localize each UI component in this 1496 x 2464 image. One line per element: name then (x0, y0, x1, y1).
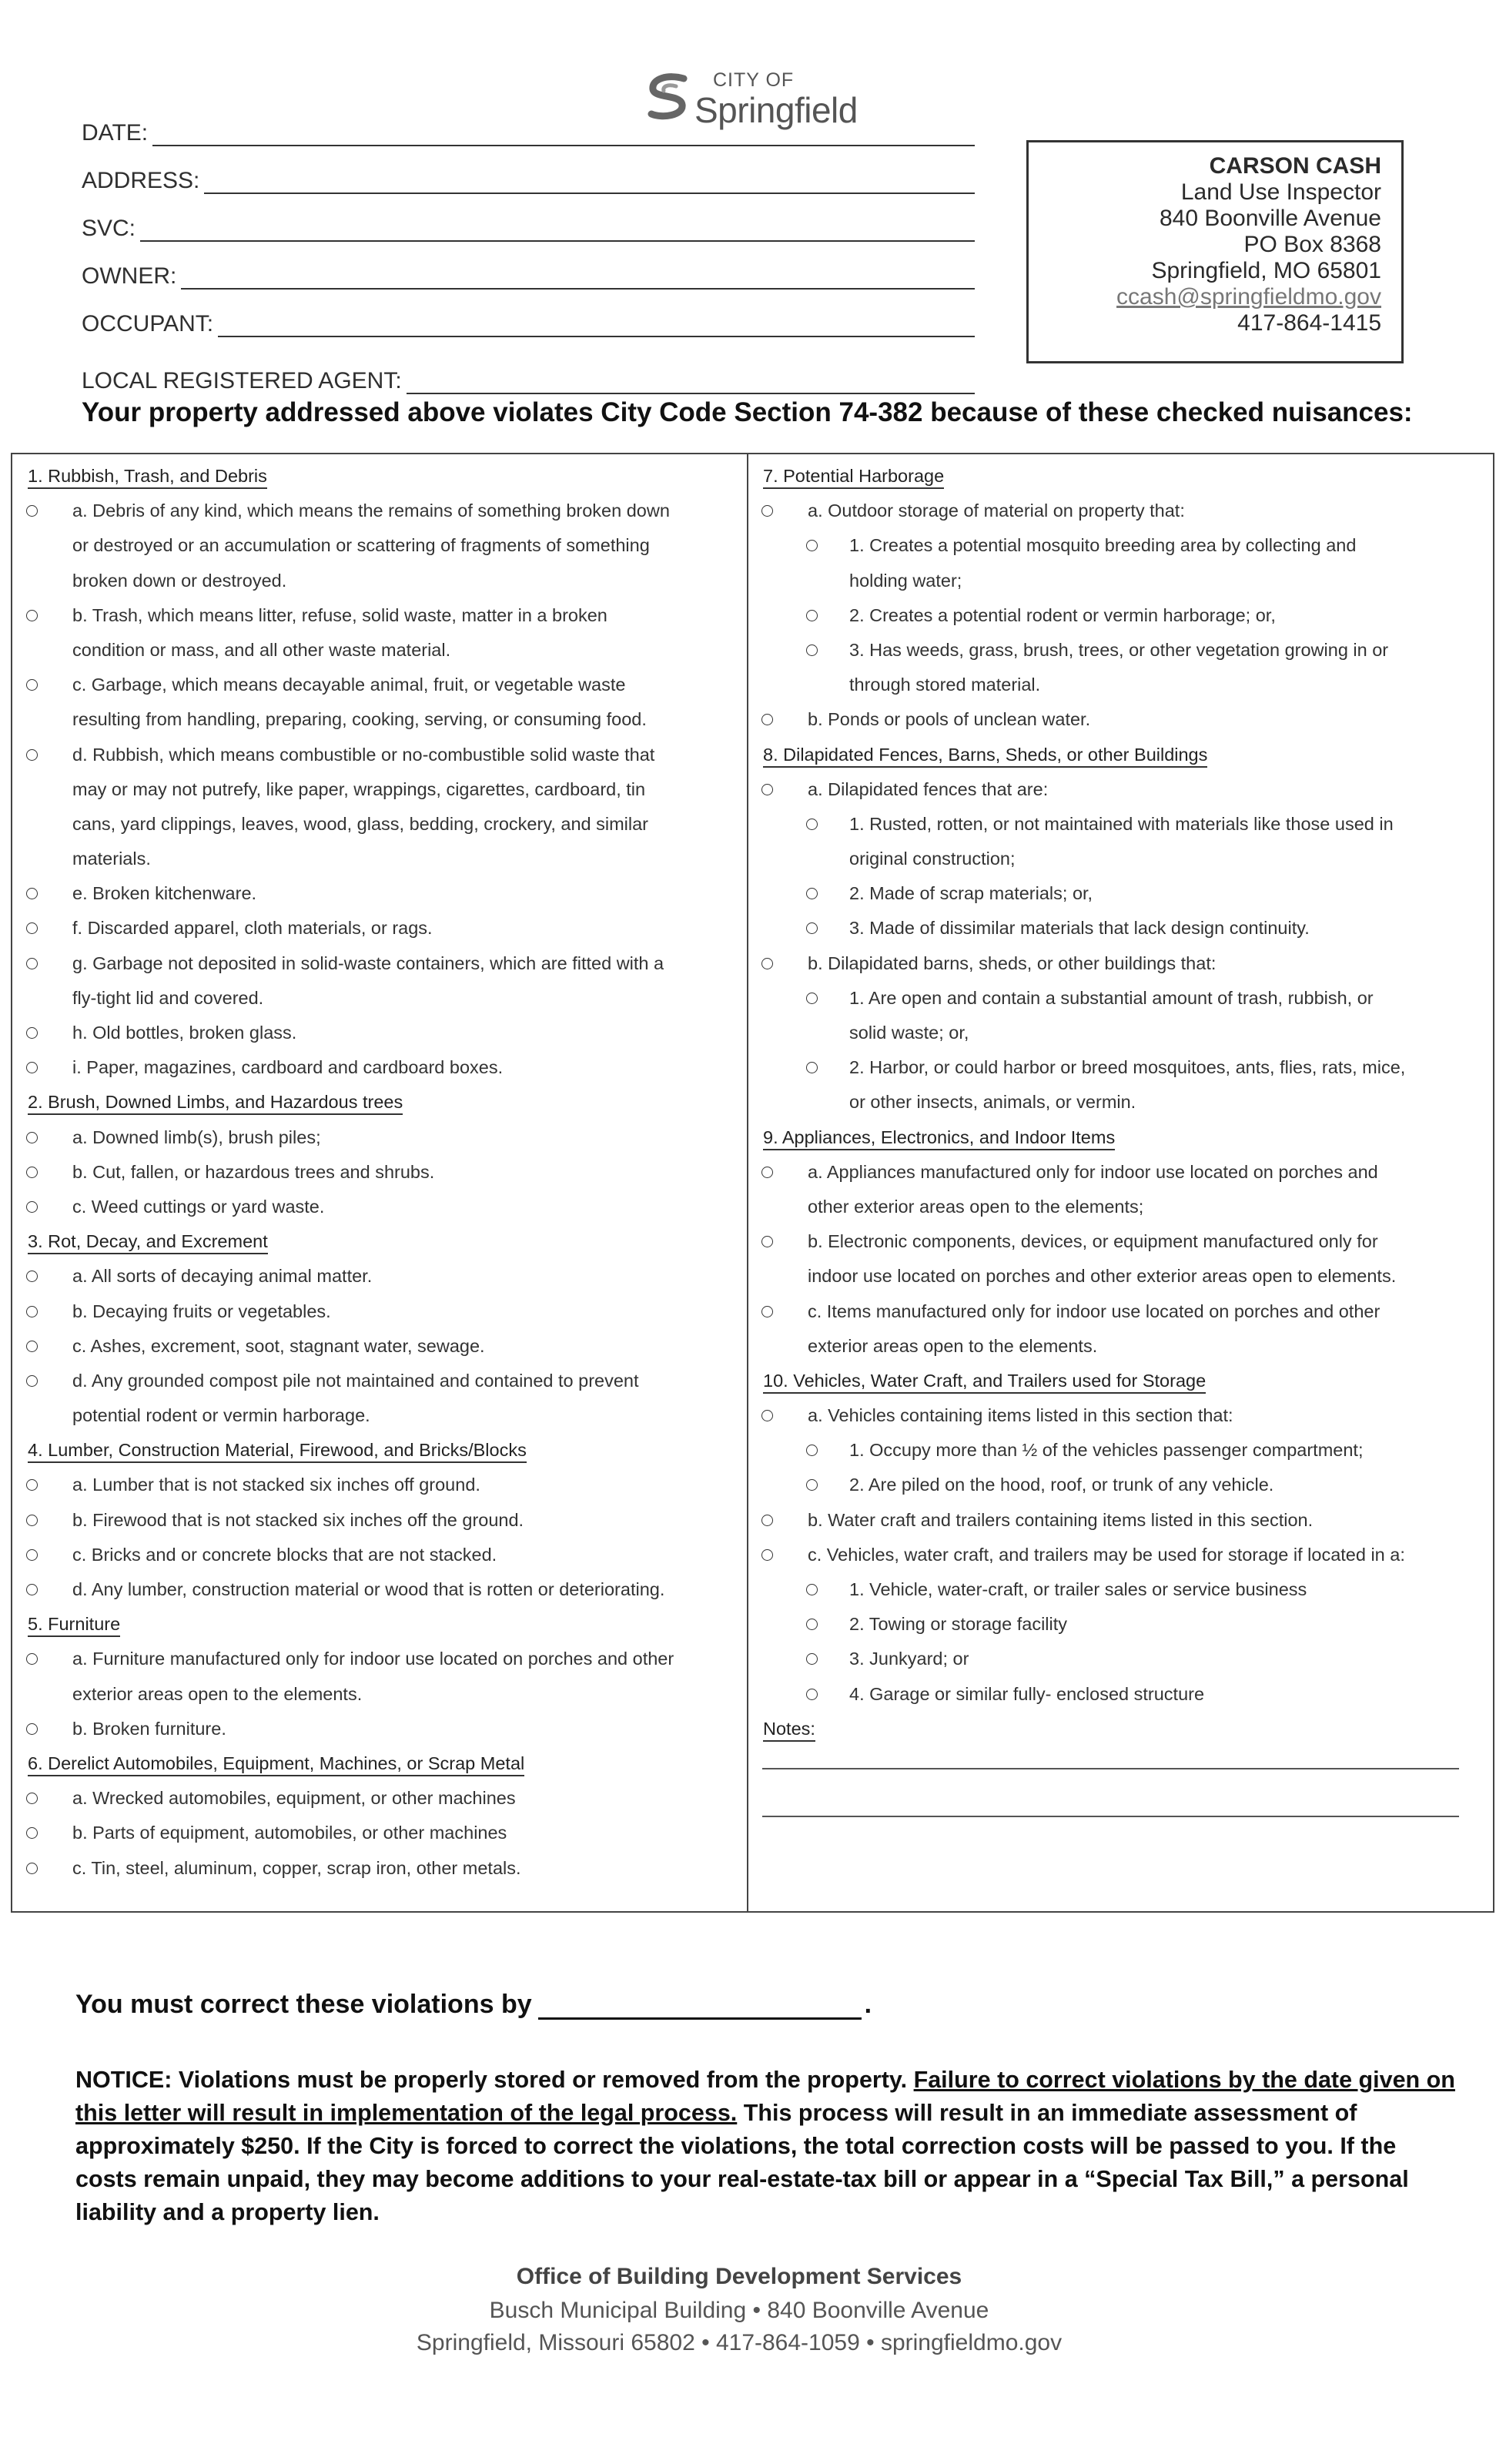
checklist-item (23, 494, 731, 528)
section-heading-text: 8. Dilapidated Fences, Barns, Sheds, or other Buildings (763, 745, 1207, 768)
checkbox-circle-icon[interactable] (26, 888, 38, 899)
checklist-item (758, 494, 1486, 528)
checklist-item (758, 702, 1486, 737)
section-heading (23, 1433, 731, 1468)
checklist-item-continuation (758, 1329, 1486, 1364)
section-heading-text: 4. Lumber, Construction Material, Firewood, and Bricks/Blocks (28, 1440, 527, 1463)
date-label: DATE: (82, 120, 149, 146)
checklist-item-continuation (758, 668, 1486, 702)
checkbox-circle-icon[interactable] (761, 958, 773, 969)
checklist-item (758, 772, 1486, 807)
inspector-contact-box (1026, 140, 1404, 363)
checklist-item-text: c. Garbage, which means decayable animal, fruit, or vegetable waste (72, 675, 626, 695)
checkbox-circle-icon[interactable] (26, 610, 38, 621)
inspector-pobox: PO Box 8368 (1243, 232, 1381, 257)
inspector-street: 840 Boonville Avenue (1159, 206, 1381, 231)
checklist-item-text: broken down or destroyed. (72, 570, 287, 591)
checklist-item (23, 1050, 731, 1085)
checklist-item-text: through stored material. (849, 675, 1041, 695)
checklist-item-text: or destroyed or an accumulation or scattering of fragments of something (72, 535, 650, 556)
checklist-item-text: original construction; (849, 849, 1016, 869)
checklist-item (758, 807, 1486, 842)
checklist-item-text: e. Broken kitchenware. (72, 883, 257, 904)
checklist-item-text: a. Dilapidated fences that are: (808, 778, 1049, 799)
section-heading (758, 1712, 1486, 1746)
registered-agent-line[interactable] (407, 370, 975, 394)
checklist-item (23, 1259, 731, 1294)
checklist-item-text: 3. Made of dissimilar materials that lack design continuity. (849, 918, 1310, 939)
checkbox-circle-icon[interactable] (26, 1515, 38, 1526)
checklist-item-text: 1. Creates a potential mosquito breeding area by collecting and (849, 535, 1357, 556)
nuisance-left-column (23, 459, 731, 1886)
inspector-email-link[interactable]: ccash@springfieldmo.gov (1116, 284, 1381, 310)
notice-paragraph (75, 2064, 1461, 2229)
checkbox-circle-icon[interactable] (26, 1793, 38, 1804)
checklist-item (758, 1433, 1486, 1468)
inspector-phone: 417-864-1415 (1237, 310, 1381, 336)
footer-contact: Springfield, Missouri 65802 • 417-864-1059 • springfieldmo.gov (416, 2330, 1063, 2355)
checkbox-circle-icon[interactable] (26, 1306, 38, 1317)
checklist-item-text: a. Vehicles containing items listed in this section that: (808, 1405, 1233, 1426)
date-line[interactable] (152, 122, 975, 146)
logo-big-text: Springfield (694, 90, 858, 130)
checkbox-circle-icon[interactable] (806, 819, 818, 830)
checklist-item-text: 1. Rusted, rotten, or not maintained with materials like those used in (849, 813, 1394, 834)
checklist-item-text: cans, yard clippings, leaves, wood, glass, bedding, crockery, and similar (72, 813, 649, 834)
checkbox-circle-icon[interactable] (26, 1584, 38, 1595)
checklist-item (758, 911, 1486, 946)
checklist-item-text: a. Outdoor storage of material on property that: (808, 500, 1185, 521)
section-heading (23, 1224, 731, 1259)
checklist-item (758, 1155, 1486, 1190)
checklist-item (758, 1607, 1486, 1642)
checklist-item-continuation (758, 842, 1486, 876)
checkbox-circle-icon[interactable] (806, 1653, 818, 1665)
checkbox-circle-icon[interactable] (26, 1827, 38, 1839)
checklist-item (23, 738, 731, 772)
checklist-item-text: resulting from handling, preparing, cooking, serving, or consuming food. (72, 709, 647, 730)
checklist-item-text: 3. Junkyard; or (849, 1649, 969, 1669)
checkbox-circle-icon[interactable] (806, 993, 818, 1004)
checkbox-circle-icon[interactable] (26, 1201, 38, 1213)
checklist-item-text: 1. Are open and contain a substantial amount of trash, rubbish, or (849, 987, 1374, 1008)
section-heading (23, 1607, 731, 1642)
checklist-item (23, 1538, 731, 1572)
address-field[interactable] (82, 163, 975, 194)
checkbox-circle-icon[interactable] (761, 1167, 773, 1178)
checklist-item-text: a. Lumber that is not stacked six inches off ground. (72, 1475, 480, 1495)
checklist-item-text: or other insects, animals, or vermin. (849, 1092, 1136, 1113)
checklist-item-text: b. Water craft and trailers containing items listed in this section. (808, 1509, 1314, 1530)
section-heading-text: 3. Rot, Decay, and Excrement (28, 1231, 268, 1254)
checklist-item-text: c. Items manufactured only for indoor use located on porches and other (808, 1301, 1381, 1321)
inspector-city: Springfield, MO 65801 (1151, 258, 1381, 283)
checklist-item-text: a. Debris of any kind, which means the remains of something broken down (72, 500, 670, 521)
checklist-item-continuation (758, 1085, 1486, 1120)
checkbox-circle-icon[interactable] (26, 1863, 38, 1874)
checklist-item (23, 1190, 731, 1224)
checklist-item (23, 598, 731, 633)
owner-line[interactable] (181, 265, 975, 290)
column-divider (747, 453, 748, 1913)
checklist-item (758, 1538, 1486, 1572)
checklist-item-text: a. Appliances manufactured only for indoor use located on porches and (808, 1161, 1378, 1182)
checklist-item-text: a. Downed limb(s), brush piles; (72, 1127, 321, 1147)
occupant-line[interactable] (218, 313, 975, 337)
checklist-item-text: materials. (72, 849, 151, 869)
checklist-item-text: solid waste; or, (849, 1023, 969, 1043)
checkbox-circle-icon[interactable] (26, 1341, 38, 1352)
checkbox-circle-icon[interactable] (806, 1062, 818, 1073)
checklist-item-continuation (23, 633, 731, 668)
checklist-item-text: 2. Made of scrap materials; or, (849, 883, 1093, 904)
checkbox-circle-icon[interactable] (806, 922, 818, 934)
correct-by-date-blank[interactable] (538, 1994, 862, 2020)
correct-by-line (75, 1990, 872, 2020)
checklist-item-text: c. Vehicles, water craft, and trailers may be used for storage if located in a: (808, 1544, 1405, 1565)
checklist-item-text: c. Bricks and or concrete blocks that are not stacked. (72, 1544, 497, 1565)
checklist-item (758, 1642, 1486, 1676)
checklist-item (758, 1572, 1486, 1607)
notes-line-1[interactable] (762, 1768, 1459, 1769)
checkbox-circle-icon[interactable] (26, 1167, 38, 1178)
checklist-item-text: c. Ashes, excrement, soot, stagnant water, sewage. (72, 1335, 485, 1356)
checklist-item-continuation (23, 1398, 731, 1433)
checklist-item-text: c. Weed cuttings or yard waste. (72, 1196, 325, 1217)
checkbox-circle-icon[interactable] (806, 610, 818, 621)
checklist-item (23, 1712, 731, 1746)
checklist-item-continuation (23, 807, 731, 842)
address-label: ADDRESS: (82, 168, 200, 193)
violation-heading: Your property addressed above violates City Code Section 74-382 because of these checked nuisances: (82, 397, 1413, 427)
footer-office: Office of Building Development Services (516, 2264, 962, 2289)
checklist-item (758, 1468, 1486, 1502)
checkbox-circle-icon[interactable] (806, 1479, 818, 1491)
checklist-item-continuation (23, 842, 731, 876)
checkbox-circle-icon[interactable] (26, 1062, 38, 1073)
checklist-item-text: b. Firewood that is not stacked six inches off the ground. (72, 1509, 524, 1530)
checkbox-circle-icon[interactable] (761, 1236, 773, 1247)
checkbox-circle-icon[interactable] (26, 679, 38, 691)
checkbox-circle-icon[interactable] (761, 784, 773, 795)
section-heading-text: 9. Appliances, Electronics, and Indoor Items (763, 1127, 1115, 1150)
checkbox-circle-icon[interactable] (26, 1375, 38, 1387)
checklist-item-continuation (23, 528, 731, 563)
checklist-item (23, 1016, 731, 1050)
checkbox-circle-icon[interactable] (26, 505, 38, 517)
checklist-item-text: a. Furniture manufactured only for indoor use located on porches and other (72, 1649, 674, 1669)
section-heading-text: 7. Potential Harborage (763, 466, 944, 489)
checklist-item-text: 2. Are piled on the hood, roof, or trunk of any vehicle. (849, 1475, 1274, 1495)
checkbox-circle-icon[interactable] (761, 1410, 773, 1421)
checklist-item-text: fly-tight lid and covered. (72, 987, 264, 1008)
checklist-item-text: 2. Creates a potential rodent or vermin harborage; or, (849, 604, 1276, 625)
checkbox-circle-icon[interactable] (806, 1584, 818, 1595)
checklist-item-text: b. Ponds or pools of unclean water. (808, 709, 1091, 730)
checklist-item (23, 1294, 731, 1329)
checkbox-circle-icon[interactable] (26, 1270, 38, 1282)
city-logo-icon (645, 72, 693, 122)
svc-label: SVC: (82, 216, 136, 241)
checklist-item (758, 1503, 1486, 1538)
checkbox-circle-icon[interactable] (26, 958, 38, 969)
checklist-item-text: indoor use located on porches and other exterior areas open to elements. (808, 1266, 1397, 1287)
checklist-item (758, 528, 1486, 563)
checklist-item-text: b. Dilapidated barns, sheds, or other buildings that: (808, 952, 1217, 973)
section-heading (758, 459, 1486, 494)
section-heading-text: 2. Brush, Downed Limbs, and Hazardous trees (28, 1092, 403, 1115)
checklist-item (23, 1468, 731, 1502)
checklist-item-text: 2. Harbor, or could harbor or breed mosquitoes, ants, flies, rats, mice, (849, 1057, 1406, 1078)
checklist-item-text: 3. Has weeds, grass, brush, trees, or other vegetation growing in or (849, 639, 1389, 660)
checklist-item-text: condition or mass, and all other waste material. (72, 639, 451, 660)
svc-line[interactable] (140, 217, 975, 242)
section-heading-text: 1. Rubbish, Trash, and Debris (28, 466, 267, 489)
checklist-item-text: may or may not putrefy, like paper, wrappings, cigarettes, cardboard, tin (72, 778, 646, 799)
checkbox-circle-icon[interactable] (26, 922, 38, 934)
checklist-item-text: d. Any lumber, construction material or wood that is rotten or deteriorating. (72, 1579, 665, 1599)
checkbox-circle-icon[interactable] (806, 888, 818, 899)
checklist-item-text: d. Any grounded compost pile not maintained and contained to prevent (72, 1370, 639, 1391)
checklist-item (758, 1294, 1486, 1329)
checklist-item-text: exterior areas open to the elements. (808, 1335, 1098, 1356)
checklist-item-text: 4. Garage or similar fully- enclosed structure (849, 1683, 1205, 1704)
checklist-item-continuation (23, 564, 731, 598)
checklist-item (23, 1155, 731, 1190)
section-heading-text: 6. Derelict Automobiles, Equipment, Machines, or Scrap Metal (28, 1753, 524, 1776)
section-heading (23, 1746, 731, 1781)
checklist-item-text: b. Decaying fruits or vegetables. (72, 1301, 331, 1321)
checklist-item (23, 1816, 731, 1850)
footer-building: Busch Municipal Building • 840 Boonville Avenue (489, 2298, 989, 2323)
checklist-item (23, 1851, 731, 1886)
checklist-item (758, 876, 1486, 911)
inspector-title: Land Use Inspector (1180, 179, 1381, 205)
checklist-item (758, 946, 1486, 981)
checklist-item-text: a. Wrecked automobiles, equipment, or other machines (72, 1788, 516, 1809)
checklist-item-continuation (758, 564, 1486, 598)
checklist-item-continuation (758, 1190, 1486, 1224)
checklist-item-text: g. Garbage not deposited in solid-waste containers, which are fitted with a (72, 952, 664, 973)
owner-field[interactable] (82, 259, 975, 290)
logo-small-text: CITY OF (713, 69, 795, 91)
occupant-field[interactable] (82, 306, 975, 337)
checkbox-circle-icon[interactable] (806, 540, 818, 551)
checklist-item (23, 1329, 731, 1364)
checklist-item-continuation (23, 772, 731, 807)
checklist-item-text: other exterior areas open to the elements; (808, 1196, 1144, 1217)
checkbox-circle-icon[interactable] (26, 749, 38, 761)
section-heading (758, 1364, 1486, 1398)
section-heading-text: 5. Furniture (28, 1614, 120, 1637)
svc-field[interactable] (82, 211, 975, 242)
checkbox-circle-icon[interactable] (761, 505, 773, 517)
checklist-item (23, 668, 731, 702)
date-field[interactable] (82, 116, 975, 146)
checklist-item (23, 876, 731, 911)
checklist-item-text: b. Trash, which means litter, refuse, solid waste, matter in a broken (72, 604, 607, 625)
correct-by-period: . (864, 1990, 872, 2019)
registered-agent-field[interactable] (82, 363, 975, 394)
checklist-item (23, 1120, 731, 1155)
section-heading-text: 10. Vehicles, Water Craft, and Trailers used for Storage (763, 1371, 1206, 1394)
section-heading (758, 1120, 1486, 1155)
checkbox-circle-icon[interactable] (806, 1619, 818, 1630)
checklist-item-text: f. Discarded apparel, cloth materials, or rags. (72, 918, 433, 939)
address-line[interactable] (204, 169, 975, 194)
checklist-item (23, 1781, 731, 1816)
inspector-name: CARSON CASH (1209, 153, 1381, 179)
checklist-item-text: 2. Towing or storage facility (849, 1614, 1068, 1635)
checkbox-circle-icon[interactable] (761, 714, 773, 725)
checklist-item (758, 1224, 1486, 1259)
checklist-item-text: holding water; (849, 570, 962, 591)
checkbox-circle-icon[interactable] (26, 1653, 38, 1665)
checklist-item (23, 1364, 731, 1398)
checkbox-circle-icon[interactable] (26, 1479, 38, 1491)
checklist-item (758, 598, 1486, 633)
notice-lead: NOTICE: Violations must be properly stored or removed from the property. (75, 2067, 908, 2093)
checklist-item-text: i. Paper, magazines, cardboard and cardboard boxes. (72, 1057, 504, 1078)
checklist-item-text: b. Broken furniture. (72, 1718, 226, 1739)
checklist-item-text: b. Electronic components, devices, or equipment manufactured only for (808, 1231, 1378, 1252)
checklist-item-continuation (23, 981, 731, 1016)
section-heading (23, 459, 731, 494)
checklist-item (23, 946, 731, 981)
notice-rest: This process will result in an immediate assessment of approximately $250. If the City is forced to correct the violations, the total correction costs will be passed to you. If the costs remain unpaid, they may become additions to your real-estate-tax bill or appear in a “Special Tax Bill,” a personal liability and a property lien. (75, 2100, 1409, 2225)
checkbox-circle-icon[interactable] (806, 1445, 818, 1456)
checklist-item (758, 1050, 1486, 1085)
checklist-item-text: potential rodent or vermin harborage. (72, 1405, 370, 1426)
checklist-item (758, 1398, 1486, 1433)
checklist-item-text: exterior areas open to the elements. (72, 1683, 363, 1704)
checkbox-circle-icon[interactable] (761, 1549, 773, 1561)
checklist-item-text: a. All sorts of decaying animal matter. (72, 1266, 373, 1287)
checkbox-circle-icon[interactable] (26, 1723, 38, 1735)
checklist-item (758, 981, 1486, 1016)
checklist-item-continuation (23, 702, 731, 737)
checkbox-circle-icon[interactable] (806, 644, 818, 656)
checkbox-circle-icon[interactable] (761, 1306, 773, 1317)
checklist-item-text: 1. Vehicle, water-craft, or trailer sales or service business (849, 1579, 1307, 1599)
checklist-item-text: d. Rubbish, which means combustible or no-combustible solid waste that (72, 744, 655, 765)
checklist-item (758, 633, 1486, 668)
section-heading (758, 738, 1486, 772)
owner-label: OWNER: (82, 263, 177, 289)
checkbox-circle-icon[interactable] (26, 1132, 38, 1143)
notice-underlined: Failure to correct violations by the date given on this letter will result in implementation of the legal process. (75, 2067, 1455, 2126)
checklist-item (23, 1572, 731, 1607)
checklist-item (758, 1677, 1486, 1712)
checklist-item (23, 1503, 731, 1538)
checklist-item-continuation (758, 1259, 1486, 1294)
checklist-item-text: h. Old bottles, broken glass. (72, 1023, 297, 1043)
occupant-label: OCCUPANT: (82, 311, 214, 336)
notes-line-2[interactable] (762, 1816, 1459, 1817)
checklist-item-continuation (758, 1016, 1486, 1050)
checkbox-circle-icon[interactable] (26, 1027, 38, 1039)
checklist-item-text: b. Parts of equipment, automobiles, or other machines (72, 1823, 507, 1843)
section-heading-text: Notes: (763, 1719, 815, 1742)
checklist-item (23, 1642, 731, 1676)
checklist-item-text: c. Tin, steel, aluminum, copper, scrap iron, other metals. (72, 1857, 521, 1878)
section-heading (23, 1085, 731, 1120)
nuisance-right-column (758, 459, 1486, 1746)
registered-agent-label: LOCAL REGISTERED AGENT: (82, 368, 402, 393)
checkbox-circle-icon[interactable] (761, 1515, 773, 1526)
checkbox-circle-icon[interactable] (806, 1689, 818, 1700)
checklist-item-text: 1. Occupy more than ½ of the vehicles passenger compartment; (849, 1440, 1364, 1461)
checklist-item (23, 911, 731, 946)
checklist-item-text: b. Cut, fallen, or hazardous trees and shrubs. (72, 1161, 435, 1182)
correct-by-text: You must correct these violations by (75, 1990, 532, 2019)
checklist-item-continuation (23, 1677, 731, 1712)
checkbox-circle-icon[interactable] (26, 1549, 38, 1561)
